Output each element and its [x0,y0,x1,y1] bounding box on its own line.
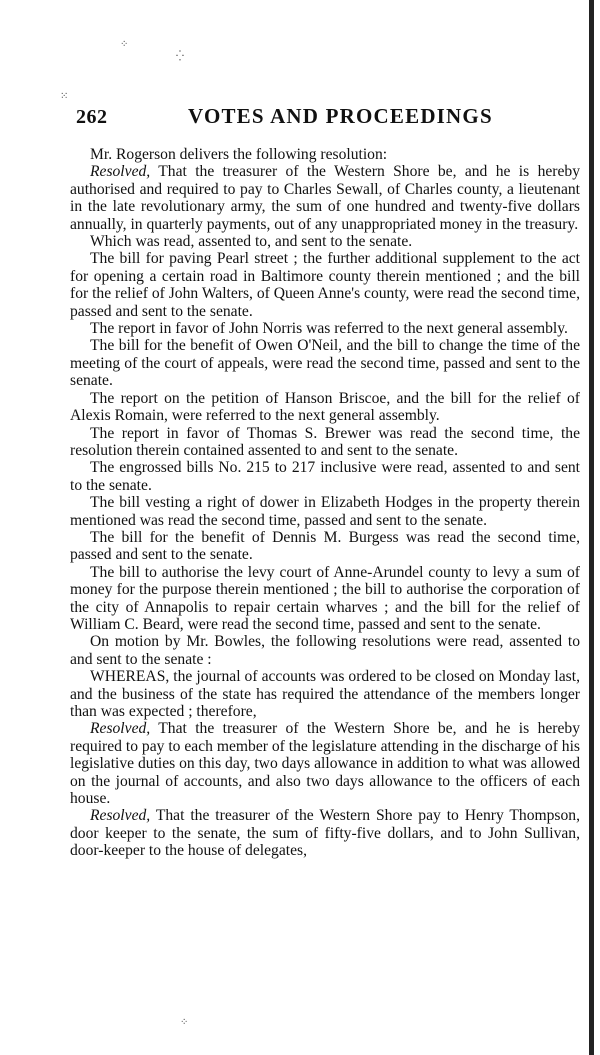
paragraph [70,425,580,460]
paragraph-text: The report in favor of John Norris was referred to the next general assembly. [90,320,568,338]
paragraph [70,668,580,720]
paragraph-text: The bill vesting a right of dower in Elizabeth Hodges in the property therein mentioned was read the second time, passed and sent to the senate. [70,494,580,529]
paragraph-text: On motion by Mr. Bowles, the following resolutions were read, assented to and sent to the senate : [70,633,580,668]
paragraph [70,390,580,425]
ink-speck: ⁛ [176,51,184,62]
paragraph-text: The report on the petition of Hanson Briscoe, and the bill for the relief of Alexis Romain, were referred to the next general assembly. [70,389,580,425]
page-header [70,104,570,134]
document-body [70,146,580,860]
paragraph [70,320,580,337]
paragraph [70,250,580,320]
paragraph-text: The engrossed bills No. 215 to 217 inclusive were read, assented to and sent to the senate. [70,459,580,494]
page-number: 262 [76,106,108,128]
paragraph-text: Which was read, assented to, and sent to the senate. [90,233,413,251]
paragraph [70,337,580,389]
paragraph-lead: Resolved, [90,807,151,825]
paragraph [70,720,580,807]
paragraph [70,233,580,250]
paragraph-text: The bill for the benefit of Dennis M. Burgess was read the second time, passed and sent to the senate. [70,528,580,564]
paragraph [70,633,580,668]
page-title: VOTES AND PROCEEDINGS [188,104,493,128]
page-edge-shadow [589,0,594,1055]
paragraph-text: The bill to authorise the levy court of Anne-Arundel county to levy a sum of money for the purpose therein mentioned ; the bill to authorise the corporation of the city of Annapolis to repair certain wharves ; and the bill for the relief of William C. Beard, were read the second time, passed and sent to the senate. [70,563,580,633]
paragraph-text: That the treasurer of the Western Shore be, and he is hereby required to pay to each member of the legislature attending in the discharge of his legislative duties on this day, two days allowance in addition to what was allowed on the journal of accounts, and also two days allowance to the officers of each house. [70,720,581,808]
ink-speck: ⁘ [180,1017,189,1028]
paragraph [70,163,580,233]
paragraph [70,807,580,859]
paragraph [70,146,580,163]
paragraph-lead: Resolved, [90,163,151,181]
paragraph [70,459,580,494]
paragraph-text: That the treasurer of the Western Shore be, and he is hereby authorised and required to pay to Charles Sewall, of Charles county, a lieutenant in the late revolutionary army, the sum of one hundred and twenty-five dollars annually, in quarterly payments, out of any unappropriated money in the treasury. [70,163,580,233]
paragraph-text: WHEREAS, the journal of accounts was ordered to be closed on Monday last, and the business of the state has required the attendance of the members longer than was expected ; therefore, [70,668,580,720]
paragraph-text: The bill for paving Pearl street ; the further additional supplement to the act for opening a certain road in Baltimore county therein mentioned ; and the bill for the relief of John Walters, of Queen Anne's county, were read the second time, passed and sent to the senate. [70,250,580,320]
paragraph-text: The report in favor of Thomas S. Brewer was read the second time, the resolution therein contained assented to and sent to the senate. [70,424,580,459]
paragraph [70,494,580,529]
ink-speck: ⁘ [120,39,129,50]
paragraph [70,529,580,564]
paragraph-text: That the treasurer of the Western Shore pay to Henry Thompson, door keeper to the senate, the sum of fifty-five dollars, and to John Sullivan, door-keeper to the house of delegates, [70,807,580,860]
ink-speck: ⁙ [60,91,69,102]
paragraph-text: The bill for the benefit of Owen O'Neil, and the bill to change the time of the meeting of the court of appeals, were read the second time, passed and sent to the senate. [70,337,580,390]
paragraph-text: Mr. Rogerson delivers the following resolution: [90,146,388,163]
paragraph-lead: Resolved, [90,720,151,738]
paragraph [70,564,580,634]
